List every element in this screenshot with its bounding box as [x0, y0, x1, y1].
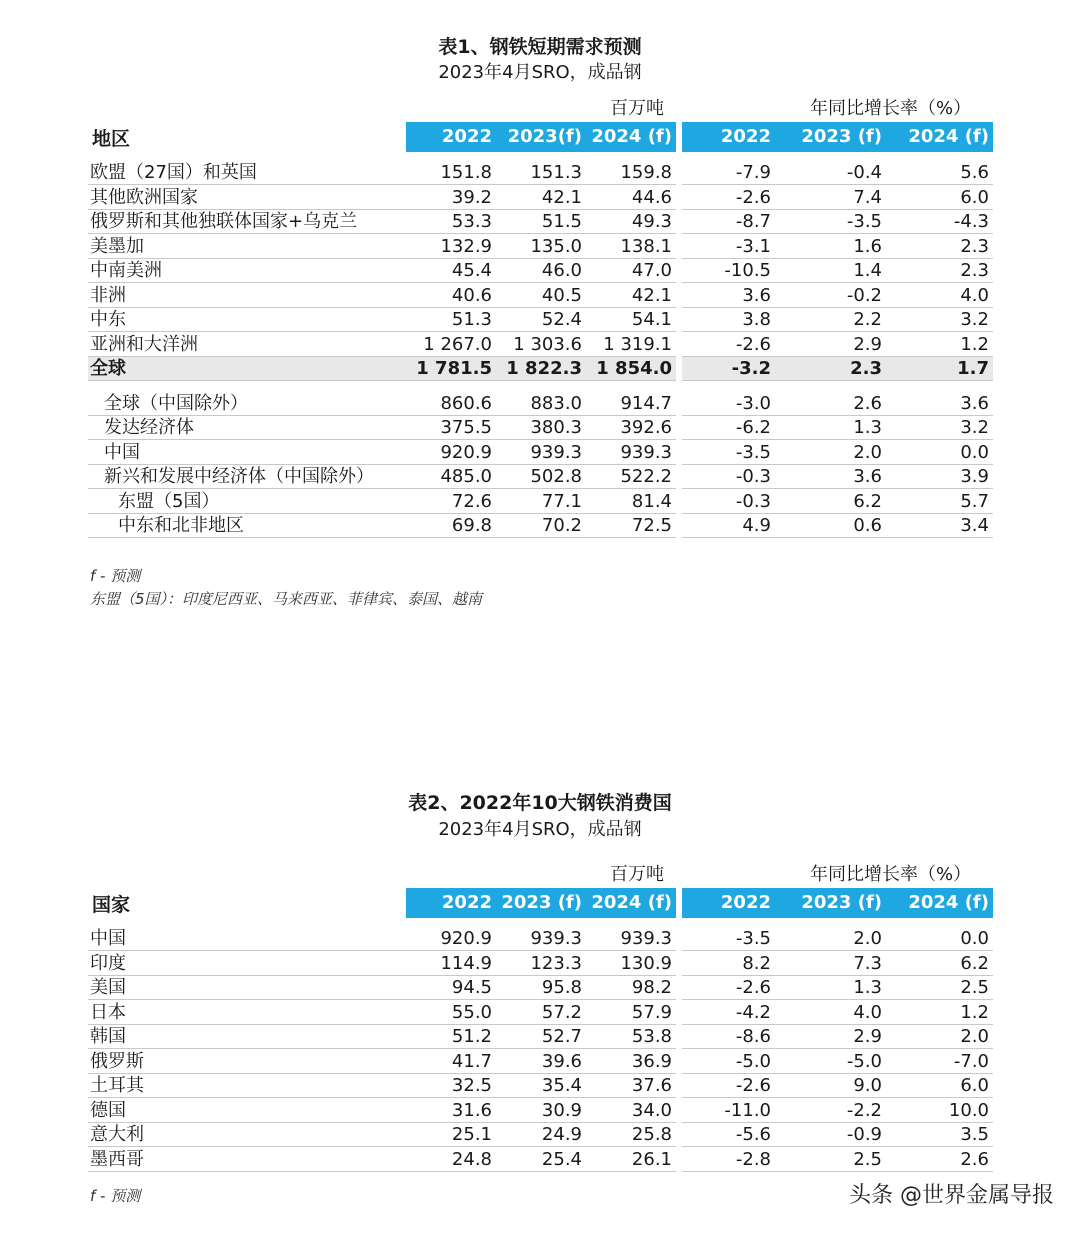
table2-row-name: 土耳其 [90, 1075, 144, 1096]
table1-cell: 3.2 [960, 309, 989, 330]
table1-cell: 1.4 [853, 260, 882, 281]
table1-col-header: 2022 [720, 126, 771, 147]
table2-cell: 98.2 [631, 977, 672, 998]
table1-row [0, 308, 1080, 332]
row-divider [88, 1171, 676, 1172]
table1-cell: -7.9 [735, 162, 771, 183]
table2-unit-left: 百万吨 [610, 864, 664, 885]
table1-cell: 2.9 [853, 333, 882, 355]
table1-cell: 3.2 [960, 417, 989, 438]
table1-cell: 132.9 [440, 235, 492, 257]
table1-row-name: 其他欧洲国家 [90, 186, 198, 208]
table2-cell: -3.5 [735, 928, 771, 949]
table2-cell: 39.6 [541, 1050, 582, 1072]
table1-unit-left: 百万吨 [610, 98, 664, 119]
table2-col-header: 2023 (f) [801, 892, 882, 913]
table1-row-name: 欧盟（27国）和英国 [90, 162, 257, 183]
table1-cell: 135.0 [530, 235, 582, 257]
table1-row [0, 333, 1080, 357]
table2-footnote-forecast: f - 预测 [90, 1187, 141, 1205]
table1-row-name: 美墨加 [90, 235, 144, 257]
table1-head-label: 地区 [92, 128, 131, 150]
table2-row [0, 1025, 1080, 1049]
table1-cell: 3.6 [853, 466, 882, 487]
row-divider [88, 380, 676, 381]
table1-cell: 2.6 [853, 392, 882, 414]
table2-cell: 36.9 [631, 1050, 672, 1072]
table2-row-name: 美国 [90, 977, 126, 998]
table2-cell: 57.2 [541, 1001, 582, 1023]
table2-col-header: 2024 (f) [908, 892, 989, 913]
table1-cell: 3.6 [960, 392, 989, 414]
table2-col-header: 2022 [441, 892, 492, 913]
table2-unit-right: 年同比增长率（%） [810, 864, 972, 885]
table2-cell: 55.0 [451, 1001, 492, 1023]
table1-subtitle: 2023年4月SRO，成品钢 [438, 62, 642, 83]
table1-cell: 51.5 [541, 211, 582, 232]
table1-col-header: 2024 (f) [591, 126, 672, 147]
table1-cell: 7.4 [853, 186, 882, 208]
table2-cell: 7.3 [853, 952, 882, 974]
table1-cell: -0.3 [735, 466, 771, 487]
table2-cell: 34.0 [631, 1099, 672, 1121]
table1-cell: 54.1 [631, 309, 672, 330]
table2-head-label: 国家 [92, 894, 131, 916]
table1-cell: 2.3 [960, 260, 989, 281]
table1-row-name: 中东和北非地区 [118, 515, 244, 536]
table2-cell: 57.9 [631, 1001, 672, 1023]
table2-row-name: 印度 [90, 952, 126, 974]
table1-cell: 914.7 [620, 392, 672, 414]
table1-row [0, 161, 1080, 185]
table1-cell: -2.6 [735, 186, 771, 208]
table1-cell: 1 854.0 [596, 358, 672, 379]
table1-cell: -4.3 [953, 211, 989, 232]
table1-cell: 502.8 [530, 466, 582, 487]
table1-cell: 49.3 [631, 211, 672, 232]
table1-cell: 51.3 [451, 309, 492, 330]
table1-cell: 1.2 [960, 333, 989, 355]
table1-cell: 2.3 [960, 235, 989, 257]
table2-cell: -7.0 [953, 1050, 989, 1072]
table2-cell: 939.3 [530, 928, 582, 949]
table2-cell: -5.0 [735, 1050, 771, 1072]
table1-cell: 939.3 [620, 441, 672, 463]
table2-row [0, 952, 1080, 976]
table1-col-header: 2023(f) [507, 126, 582, 147]
table1-row [0, 465, 1080, 489]
table1-cell: 4.0 [960, 284, 989, 306]
table1-col-header: 2022 [441, 126, 492, 147]
table2-row [0, 1001, 1080, 1025]
table1-cell: 485.0 [440, 466, 492, 487]
table2-row-name: 日本 [90, 1001, 126, 1023]
table1-cell: -2.6 [735, 333, 771, 355]
table2-cell: 3.5 [960, 1124, 989, 1145]
table1-cell: 42.1 [541, 186, 582, 208]
table2-cell: -11.0 [724, 1099, 771, 1121]
table1-row [0, 357, 1080, 381]
table1-cell: 72.6 [451, 490, 492, 512]
table1-row [0, 235, 1080, 259]
table2-cell: 24.9 [541, 1124, 582, 1145]
table2-col-header: 2022 [720, 892, 771, 913]
table1-cell: 77.1 [541, 490, 582, 512]
table2-cell: 2.5 [960, 977, 989, 998]
table1-cell: 1.6 [853, 235, 882, 257]
table2-cell: 2.0 [960, 1026, 989, 1047]
table1-cell: 920.9 [440, 441, 492, 463]
table1-cell: 3.9 [960, 466, 989, 487]
table2-cell: 2.9 [853, 1026, 882, 1047]
table2-cell: 25.1 [451, 1124, 492, 1145]
table2-cell: 52.7 [541, 1026, 582, 1047]
table2-cell: 130.9 [620, 952, 672, 974]
watermark: 头条 @世界金属导报 [849, 1183, 1054, 1208]
table1-cell: 138.1 [620, 235, 672, 257]
table2-col-header: 2023 (f) [501, 892, 582, 913]
table2-cell: -2.6 [735, 1075, 771, 1096]
table1-row-name: 非洲 [90, 284, 126, 306]
table2-cell: 32.5 [451, 1075, 492, 1096]
table1-cell: 47.0 [631, 260, 672, 281]
table1-cell: 52.4 [541, 309, 582, 330]
table2-cell: 51.2 [451, 1026, 492, 1047]
table1-cell: -3.5 [735, 441, 771, 463]
table2-cell: -4.2 [735, 1001, 771, 1023]
table1-row-name: 全球 [90, 358, 126, 379]
table1-cell: 392.6 [620, 417, 672, 438]
table1-cell: 39.2 [451, 186, 492, 208]
table1-cell: 1.7 [957, 358, 989, 379]
row-divider [682, 537, 993, 538]
table2-cell: 30.9 [541, 1099, 582, 1121]
table2-cell: 6.0 [960, 1075, 989, 1096]
table1-row-name: 中国 [104, 441, 140, 463]
table2-cell: 25.8 [631, 1124, 672, 1145]
table2-cell: -5.0 [846, 1050, 882, 1072]
table1-cell: -0.4 [846, 162, 882, 183]
table1-cell: 40.5 [541, 284, 582, 306]
table2-row-name: 俄罗斯 [90, 1050, 144, 1072]
table1-cell: -3.5 [846, 211, 882, 232]
table1-cell: 375.5 [440, 417, 492, 438]
table1-row [0, 392, 1080, 416]
table2-cell: 9.0 [853, 1075, 882, 1096]
table1-cell: 883.0 [530, 392, 582, 414]
table2-cell: 53.8 [631, 1026, 672, 1047]
table2-cell: 26.1 [631, 1148, 672, 1170]
table2-row-name: 德国 [90, 1099, 126, 1121]
table1-cell: 72.5 [631, 515, 672, 536]
table1-cell: 860.6 [440, 392, 492, 414]
table1-cell: -3.2 [731, 358, 771, 379]
table1-row-name: 全球（中国除外） [104, 392, 248, 414]
table2-col-header: 2024 (f) [591, 892, 672, 913]
table2-row [0, 1074, 1080, 1098]
table1-cell: 40.6 [451, 284, 492, 306]
table1-row [0, 490, 1080, 514]
table2-cell: -2.2 [846, 1099, 882, 1121]
table1-cell: -8.7 [735, 211, 771, 232]
table1-cell: 42.1 [631, 284, 672, 306]
table1-row-name: 俄罗斯和其他独联体国家+乌克兰 [90, 211, 358, 232]
table1-row [0, 259, 1080, 283]
table2-cell: 8.2 [742, 952, 771, 974]
table2-row-name: 韩国 [90, 1026, 126, 1047]
table1-row [0, 284, 1080, 308]
table1-row-name: 亚洲和大洋洲 [90, 333, 198, 355]
table1-cell: 70.2 [541, 515, 582, 536]
table1-cell: 939.3 [530, 441, 582, 463]
table1-row [0, 441, 1080, 465]
table1-row [0, 416, 1080, 440]
table1-cell: 44.6 [631, 186, 672, 208]
table2-row-name: 墨西哥 [90, 1148, 144, 1170]
table1-cell: 3.8 [742, 309, 771, 330]
table2-cell: 24.8 [451, 1148, 492, 1170]
table2-cell: 1.3 [853, 977, 882, 998]
table1-cell: 53.3 [451, 211, 492, 232]
table1-footnote-asean: 东盟（5国）：印度尼西亚、马来西亚、菲律宾、泰国、越南 [90, 590, 483, 608]
table1-cell: 5.6 [960, 162, 989, 183]
table1-row-name: 中东 [90, 309, 126, 330]
table2-row [0, 927, 1080, 951]
table2-cell: 6.2 [960, 952, 989, 974]
table1-cell: -6.2 [735, 417, 771, 438]
table2-cell: -2.6 [735, 977, 771, 998]
table2-row [0, 976, 1080, 1000]
table2-cell: 2.0 [853, 928, 882, 949]
table1-cell: 2.2 [853, 309, 882, 330]
table1-cell: 6.0 [960, 186, 989, 208]
table1-cell: 1 303.6 [513, 333, 582, 355]
table2-row [0, 1099, 1080, 1123]
row-divider [88, 537, 676, 538]
table1-cell: 151.3 [530, 162, 582, 183]
table2-cell: 95.8 [541, 977, 582, 998]
table2-cell: 1.2 [960, 1001, 989, 1023]
table1-cell: 522.2 [620, 466, 672, 487]
table2-cell: 41.7 [451, 1050, 492, 1072]
row-divider [682, 1171, 993, 1172]
table2-cell: 37.6 [631, 1075, 672, 1096]
table2-cell: 94.5 [451, 977, 492, 998]
table1-cell: 1 319.1 [603, 333, 672, 355]
table1-cell: 1 822.3 [506, 358, 582, 379]
table1-cell: 2.0 [853, 441, 882, 463]
table1-cell: -3.0 [735, 392, 771, 414]
table1-cell: -0.2 [846, 284, 882, 306]
table2-row-name: 意大利 [90, 1124, 144, 1145]
table1-cell: 1.3 [853, 417, 882, 438]
table1-row-name: 发达经济体 [104, 417, 194, 438]
table2-row [0, 1050, 1080, 1074]
table2-cell: 123.3 [530, 952, 582, 974]
table2-row [0, 1123, 1080, 1147]
table1-cell: 2.3 [850, 358, 882, 379]
table1-cell: -0.3 [735, 490, 771, 512]
table2-cell: 25.4 [541, 1148, 582, 1170]
table1-cell: -3.1 [735, 235, 771, 257]
table1-row-name: 东盟（5国） [118, 490, 220, 512]
table1-row-name: 中南美洲 [90, 260, 162, 281]
table1-cell: 6.2 [853, 490, 882, 512]
table2-cell: 10.0 [948, 1099, 989, 1121]
table1-cell: 3.4 [960, 515, 989, 536]
table1-cell: 151.8 [440, 162, 492, 183]
table1-cell: 81.4 [631, 490, 672, 512]
table2-cell: 939.3 [620, 928, 672, 949]
table1-cell: 3.6 [742, 284, 771, 306]
table1-cell: 46.0 [541, 260, 582, 281]
table1-cell: 1 267.0 [423, 333, 492, 355]
table1-footnote-forecast: f - 预测 [90, 567, 141, 585]
table1-unit-right: 年同比增长率（%） [810, 98, 972, 119]
table2-cell: 0.0 [960, 928, 989, 949]
table2-cell: 35.4 [541, 1075, 582, 1096]
table2-cell: 920.9 [440, 928, 492, 949]
table1-col-header: 2023 (f) [801, 126, 882, 147]
table2-row-name: 中国 [90, 928, 126, 949]
table2-cell: -8.6 [735, 1026, 771, 1047]
table2-cell: -2.8 [735, 1148, 771, 1170]
table2-cell: 4.0 [853, 1001, 882, 1023]
table1-cell: 4.9 [742, 515, 771, 536]
table1-cell: 1 781.5 [416, 358, 492, 379]
table2-title: 表2、2022年10大钢铁消费国 [408, 792, 672, 814]
table2-subtitle: 2023年4月SRO，成品钢 [438, 819, 642, 840]
table2-cell: -0.9 [846, 1124, 882, 1145]
table1-cell: 0.0 [960, 441, 989, 463]
table1-cell: 45.4 [451, 260, 492, 281]
table2-cell: -5.6 [735, 1124, 771, 1145]
table1-cell: 159.8 [620, 162, 672, 183]
table2-row [0, 1148, 1080, 1172]
table1-cell: 5.7 [960, 490, 989, 512]
table2-cell: 31.6 [451, 1099, 492, 1121]
table2-cell: 2.5 [853, 1148, 882, 1170]
table1-title: 表1、钢铁短期需求预测 [438, 36, 642, 58]
row-divider [682, 380, 993, 381]
table1-cell: 69.8 [451, 515, 492, 536]
table2-cell: 2.6 [960, 1148, 989, 1170]
table2-cell: 114.9 [440, 952, 492, 974]
table1-cell: -10.5 [724, 260, 771, 281]
table1-row [0, 514, 1080, 538]
table1-row-name: 新兴和发展中经济体（中国除外） [104, 466, 374, 487]
table1-cell: 0.6 [853, 515, 882, 536]
table1-cell: 380.3 [530, 417, 582, 438]
table1-col-header: 2024 (f) [908, 126, 989, 147]
table1-row [0, 210, 1080, 234]
table1-row [0, 186, 1080, 210]
